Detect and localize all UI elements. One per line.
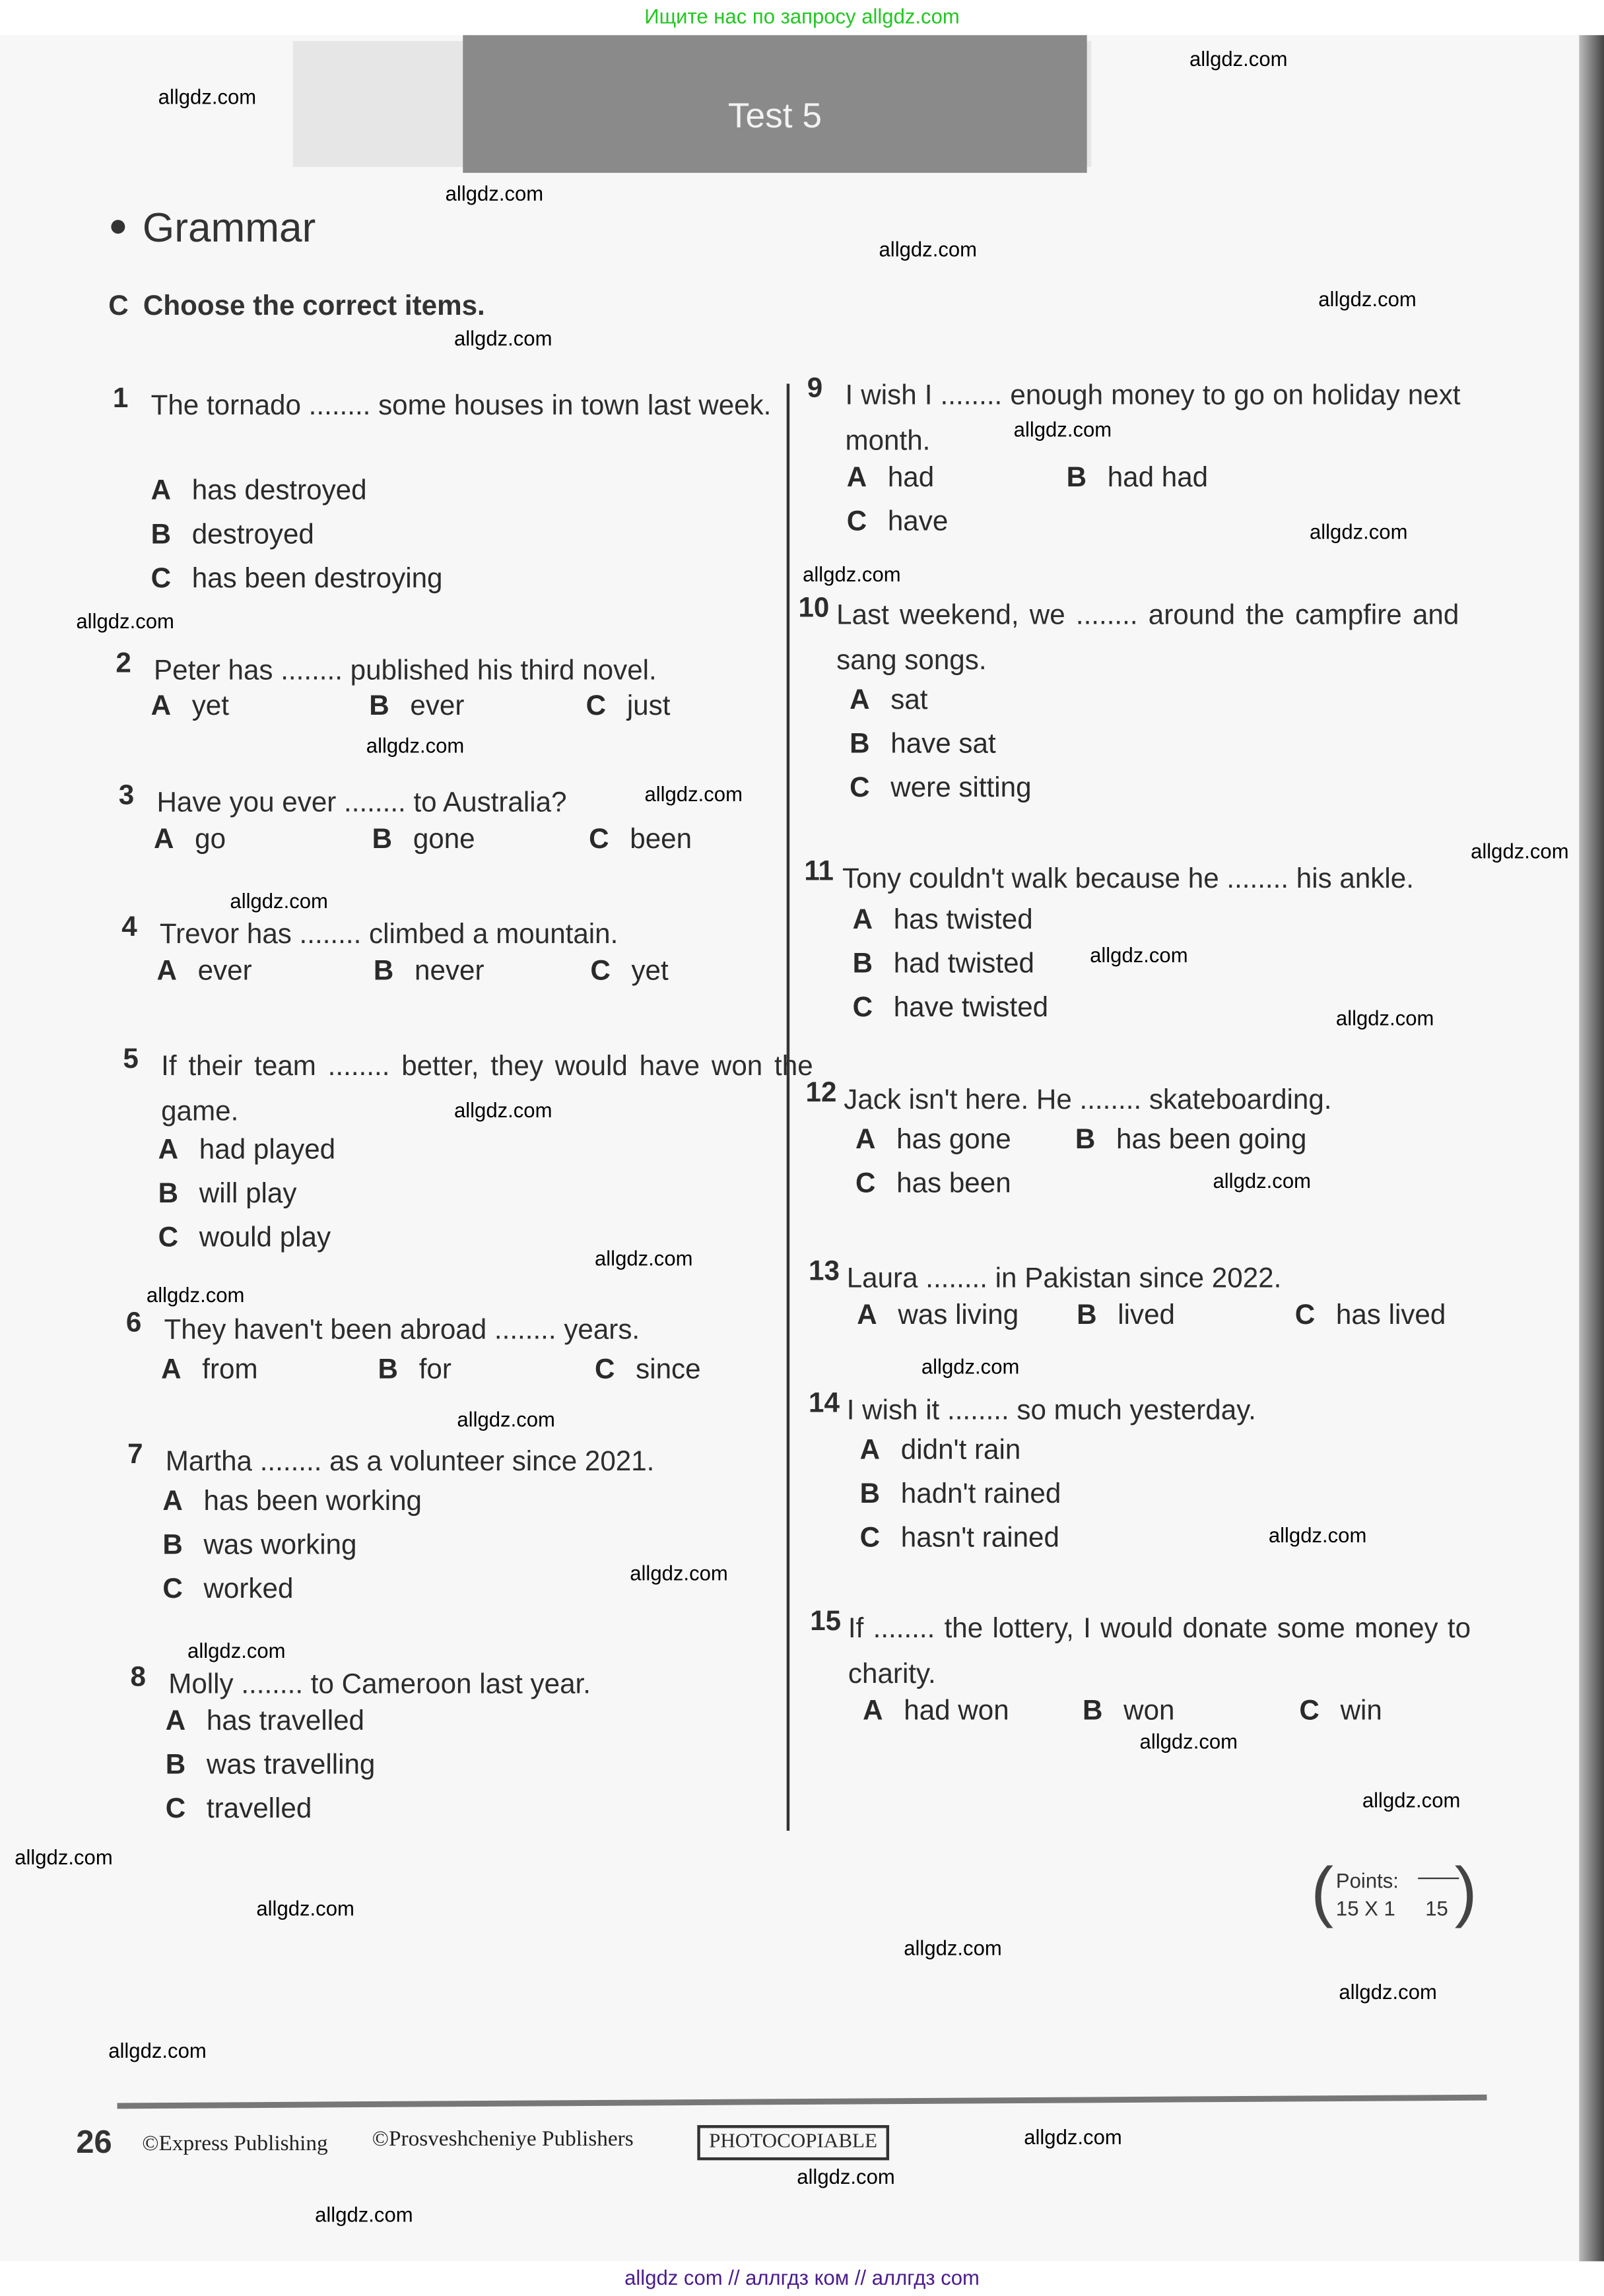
bullet-icon: ● [108, 206, 128, 244]
question-stem: They haven't been abroad ........ years. [164, 1315, 640, 1346]
answer-option[interactable] [853, 949, 1034, 981]
option-text: has been [896, 1168, 1011, 1200]
answer-option[interactable] [158, 1223, 331, 1255]
question-number: 6 [125, 1307, 142, 1339]
exercise-letter: C [108, 291, 129, 323]
watermark-text: allgdz.com [1362, 1788, 1461, 1812]
watermark-text: allgdz.com [630, 1561, 728, 1585]
option-letter: B [852, 949, 873, 980]
watermark-text: allgdz.com [256, 1896, 354, 1920]
answer-option[interactable] [850, 773, 1031, 806]
watermark-text: allgdz.com [230, 889, 328, 913]
test-title: Test 5 [463, 35, 1086, 173]
watermark-text: allgdz.com [187, 1639, 286, 1662]
option-letter: A [859, 1435, 881, 1466]
answer-option[interactable] [374, 956, 485, 989]
option-text: has been working [203, 1486, 422, 1518]
option-text: would play [199, 1223, 331, 1254]
answer-option[interactable] [853, 905, 1033, 937]
option-text: win [1340, 1695, 1382, 1727]
question-stem: Molly ........ to Cameroon last year. [168, 1669, 591, 1701]
option-letter: A [852, 905, 873, 936]
question-number: 5 [123, 1044, 139, 1075]
watermark-text: allgdz.com [797, 2164, 895, 2188]
option-letter: B [850, 729, 870, 760]
option-text: lived [1118, 1300, 1175, 1332]
bottom-banner[interactable]: allgdz com // аллгдз ком // аллгдз com [0, 2261, 1604, 2295]
watermark-text: allgdz.com [1013, 417, 1112, 441]
question-number: 2 [116, 649, 131, 680]
option-text: has twisted [893, 905, 1033, 936]
section-heading [108, 205, 316, 252]
option-letter: C [1299, 1695, 1320, 1727]
score-blank [1418, 1878, 1459, 1879]
option-letter: C [859, 1523, 881, 1554]
option-text: ever [410, 691, 465, 723]
option-text: will play [199, 1179, 297, 1210]
watermark-text: allgdz.com [158, 84, 257, 109]
watermark-text: allgdz.com [1309, 519, 1408, 544]
watermark-text: allgdz.com [1339, 1980, 1437, 2004]
option-text: for [418, 1354, 451, 1386]
question-stem: I wish it ........ so much yesterday. [846, 1395, 1256, 1427]
answer-option[interactable] [158, 1179, 297, 1211]
option-letter: A [150, 691, 172, 723]
points-label: Points: [1335, 1868, 1399, 1893]
option-text: have twisted [893, 993, 1049, 1024]
question-stem: Tony couldn't walk because he ........ his ankle. [842, 864, 1414, 895]
answer-option[interactable] [154, 824, 226, 857]
option-letter: B [373, 956, 394, 987]
watermark-text: allgdz.com [1024, 2125, 1122, 2149]
option-text: hadn't rained [900, 1479, 1061, 1510]
answer-option[interactable] [161, 1355, 257, 1387]
option-letter: A [850, 685, 870, 717]
option-text: just [626, 691, 671, 723]
answer-option[interactable] [1295, 1301, 1446, 1333]
answer-option[interactable] [151, 476, 367, 508]
answer-option[interactable] [162, 1486, 422, 1519]
right-paren-icon: ) [1454, 1853, 1477, 1929]
watermark-text: allgdz.com [921, 1354, 1020, 1379]
option-text: from [202, 1354, 258, 1386]
option-letter: B [372, 824, 393, 856]
watermark-text: allgdz.com [1213, 1168, 1312, 1193]
question-number: 15 [810, 1606, 842, 1638]
option-letter: C [589, 824, 609, 856]
watermark-text: allgdz.com [803, 562, 901, 586]
answer-option[interactable] [1075, 1125, 1307, 1157]
option-text: was travelling [206, 1750, 376, 1781]
option-letter: A [161, 1354, 182, 1386]
answer-option[interactable] [860, 1523, 1059, 1556]
question-number: 9 [807, 373, 823, 405]
question-stem: If ........ the lottery, I would donate some money to charity. [848, 1614, 1471, 1690]
question-number: 4 [121, 912, 137, 944]
question-stem: Martha ........ as a volunteer since 2021. [165, 1447, 655, 1478]
answer-option[interactable] [850, 729, 996, 762]
option-letter: C [150, 564, 172, 595]
option-letter: A [846, 463, 867, 494]
publisher-prosveshcheniye: ©Prosveshcheniye Publishers [372, 2128, 634, 2152]
question-stem: I wish I ........ enough money to go on holiday next month. [845, 380, 1461, 457]
option-text: sat [890, 685, 928, 717]
question-stem: Jack isn't here. He ........ skateboarding. [844, 1085, 1332, 1117]
watermark-text: allgdz.com [445, 181, 544, 205]
left-paren-icon: ( [1311, 1853, 1334, 1929]
option-text: yet [191, 691, 229, 723]
option-letter: B [378, 1354, 399, 1386]
option-letter: C [158, 1223, 179, 1254]
option-text: has gone [896, 1125, 1011, 1156]
option-text: has travelled [206, 1706, 364, 1737]
option-text: been [630, 824, 692, 856]
option-text: has been going [1116, 1125, 1307, 1156]
option-letter: B [1082, 1695, 1103, 1727]
option-letter: C [585, 691, 607, 723]
answer-option[interactable] [850, 686, 927, 718]
answer-option[interactable] [586, 691, 671, 723]
answer-option[interactable] [857, 1301, 1019, 1333]
option-text: have sat [890, 729, 996, 760]
question-stem: The tornado ........ some houses in town last week. [150, 391, 772, 422]
watermark-text: allgdz.com [1471, 839, 1569, 863]
watermark-text: allgdz.com [15, 1845, 113, 1869]
answer-option[interactable] [166, 1706, 364, 1738]
section-title: Grammar [142, 205, 316, 251]
option-text: didn't rain [900, 1435, 1021, 1466]
option-text: since [636, 1354, 701, 1386]
question-number: 10 [798, 593, 830, 624]
answer-option[interactable] [158, 1135, 335, 1167]
option-text: destroyed [191, 519, 314, 551]
option-letter: A [162, 1486, 183, 1518]
option-text: had [887, 463, 935, 494]
exercise-instruction [108, 292, 485, 324]
option-letter: C [165, 1794, 186, 1825]
option-text: has destroyed [191, 476, 367, 507]
option-text: travelled [206, 1794, 312, 1825]
answer-option[interactable] [855, 1125, 1011, 1157]
option-letter: B [1077, 1300, 1097, 1332]
option-letter: A [154, 824, 174, 856]
option-letter: B [1066, 463, 1087, 494]
answer-option[interactable] [1067, 463, 1209, 495]
points-formula: 15 X 1 [1335, 1896, 1395, 1920]
answer-option[interactable] [1077, 1301, 1175, 1333]
option-text: were sitting [890, 773, 1032, 804]
watermark-text: allgdz.com [879, 237, 978, 261]
watermark-text: allgdz.com [1335, 1006, 1434, 1030]
watermark-text: allgdz.com [594, 1246, 693, 1270]
answer-option[interactable] [369, 691, 464, 723]
watermark-text: allgdz.com [1268, 1523, 1367, 1547]
question-stem: Have you ever ........ to Australia? [156, 787, 567, 819]
photocopiable-badge: PHOTOCOPIABLE [697, 2125, 888, 2160]
option-letter: B [150, 519, 172, 551]
option-text: hasn't rained [900, 1523, 1059, 1554]
answer-option[interactable] [162, 1575, 293, 1607]
option-letter: C [162, 1574, 183, 1606]
watermark-text: allgdz.com [453, 1098, 552, 1122]
question-stem: Peter has ........ published his third novel. [154, 656, 657, 687]
option-text: had won [904, 1695, 1009, 1727]
answer-option[interactable] [372, 824, 475, 857]
page-edge-shadow [1579, 35, 1604, 2261]
watermark-text: allgdz.com [644, 782, 743, 806]
option-text: was working [203, 1530, 357, 1561]
points-total: 15 [1425, 1896, 1448, 1920]
watermark-text: allgdz.com [366, 733, 465, 758]
answer-option[interactable] [860, 1479, 1061, 1511]
question-number: 13 [808, 1257, 840, 1288]
answer-option[interactable] [156, 956, 251, 989]
option-letter: C [594, 1354, 615, 1386]
option-text: go [195, 824, 226, 856]
option-text: had twisted [893, 949, 1035, 980]
answer-option[interactable] [162, 1530, 356, 1563]
option-letter: B [369, 691, 389, 723]
option-letter: A [158, 1134, 179, 1166]
option-text: has been destroying [191, 564, 443, 595]
watermark-text: allgdz.com [457, 1407, 555, 1431]
watermark-text: allgdz.com [108, 2039, 207, 2062]
question-number: 3 [118, 780, 135, 812]
option-letter: A [863, 1695, 883, 1727]
instruction-text: Choose the correct items. [143, 291, 485, 323]
watermark-text: allgdz.com [1189, 47, 1288, 71]
option-letter: B [165, 1750, 186, 1781]
question-number: 7 [127, 1439, 143, 1471]
question-stem: Trevor has ........ climbed a mountain. [159, 919, 618, 951]
answer-option[interactable] [595, 1355, 701, 1387]
question-number: 12 [805, 1078, 837, 1109]
question-number: 8 [130, 1662, 146, 1693]
answer-option[interactable] [1083, 1696, 1174, 1728]
option-text: had played [199, 1134, 336, 1166]
option-text: has lived [1335, 1300, 1446, 1332]
option-letter: C [846, 506, 867, 538]
option-text: have [887, 506, 949, 538]
option-letter: B [158, 1179, 179, 1210]
page-number: 26 [76, 2123, 112, 2161]
answer-option[interactable] [860, 1435, 1021, 1468]
answer-option[interactable] [151, 691, 229, 723]
option-text: was living [898, 1300, 1019, 1332]
watermark-text: allgdz.com [315, 2202, 413, 2227]
option-letter: A [857, 1300, 877, 1332]
question-number: 11 [804, 857, 834, 888]
answer-option[interactable] [590, 956, 668, 989]
option-text: won [1123, 1695, 1175, 1727]
answer-option[interactable] [151, 564, 443, 596]
option-letter: C [852, 993, 873, 1024]
answer-option[interactable] [151, 520, 314, 552]
answer-option[interactable] [1299, 1696, 1382, 1728]
option-letter: B [1075, 1125, 1096, 1156]
option-letter: B [859, 1479, 881, 1510]
option-text: ever [197, 956, 252, 987]
answer-option[interactable] [166, 1794, 312, 1827]
watermark-text: allgdz.com [1318, 286, 1417, 311]
watermark-text: allgdz.com [146, 1283, 245, 1307]
question-number: 14 [808, 1388, 840, 1420]
publisher-express: ©Express Publishing [142, 2132, 328, 2156]
answer-option[interactable] [847, 463, 934, 495]
option-text: gone [413, 824, 475, 856]
question-stem: Laura ........ in Pakistan since 2022. [846, 1264, 1282, 1295]
watermark-text: allgdz.com [76, 609, 174, 633]
question-number: 1 [112, 383, 129, 415]
watermark-text: allgdz.com [453, 326, 552, 350]
option-letter: A [165, 1706, 186, 1737]
option-letter: A [150, 476, 172, 507]
option-letter: A [855, 1125, 876, 1156]
answer-option[interactable] [847, 507, 949, 539]
answer-option[interactable] [589, 824, 692, 857]
option-text: never [415, 956, 485, 987]
option-letter: B [162, 1530, 183, 1561]
answer-option[interactable] [378, 1355, 451, 1387]
question-stem: Last weekend, we ........ around the campfire and sang songs. [836, 600, 1459, 677]
option-letter: C [590, 956, 611, 987]
answer-option[interactable] [853, 993, 1049, 1026]
watermark-text: allgdz.com [904, 1936, 1002, 1960]
watermark-text: allgdz.com [1139, 1729, 1238, 1754]
option-letter: C [1294, 1300, 1316, 1332]
option-text: had had [1107, 463, 1209, 494]
top-banner[interactable]: Ищите нас по запросу allgdz.com [0, 0, 1604, 35]
points-box [1311, 1853, 1477, 1930]
question-stem: If their team ........ better, they would have won the game. [161, 1051, 813, 1128]
answer-option[interactable] [863, 1696, 1009, 1728]
option-letter: A [156, 956, 177, 987]
answer-option[interactable] [855, 1169, 1011, 1201]
answer-option[interactable] [166, 1750, 376, 1783]
option-text: yet [631, 956, 669, 987]
option-letter: C [850, 773, 870, 804]
option-text: worked [203, 1574, 294, 1606]
watermark-text: allgdz.com [1090, 943, 1188, 967]
option-letter: C [855, 1168, 876, 1200]
